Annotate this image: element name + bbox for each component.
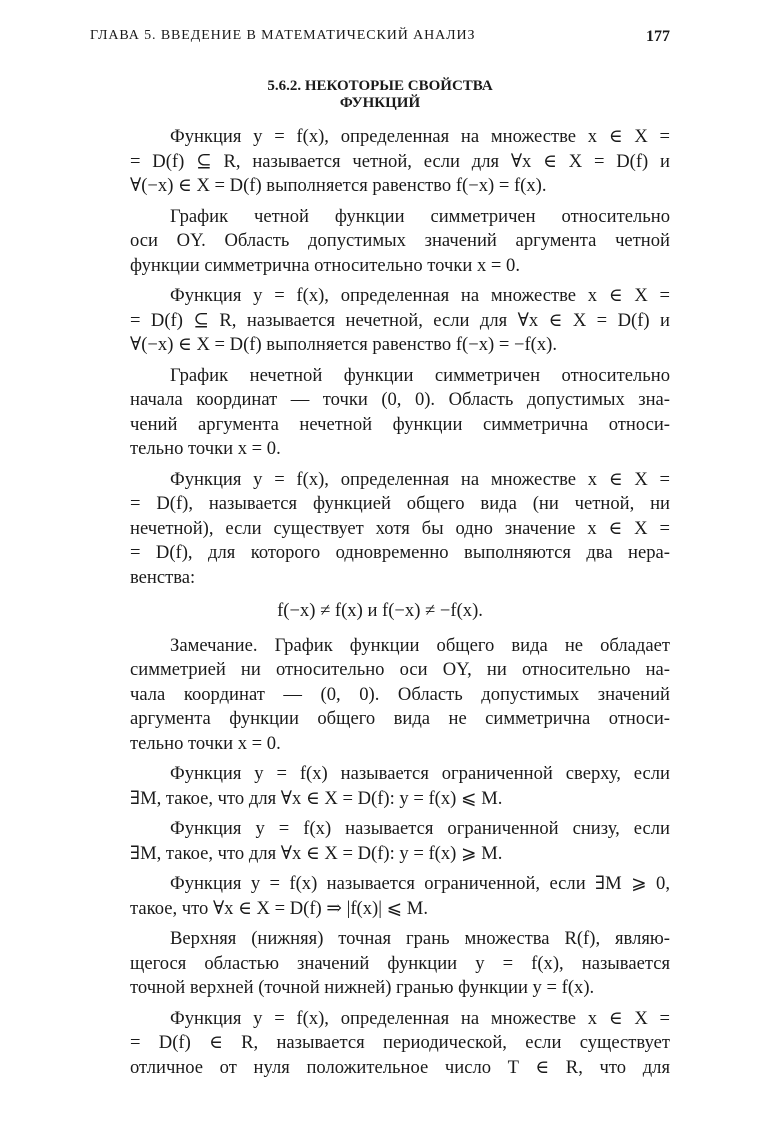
text-line: ∃M, такое, что для ∀x ∈ X = D(f): y = f(x) ⩾ M.	[130, 842, 503, 864]
text-line: ∀(−x) ∈ X = D(f) выполняется равенство f(−x) = −f(x).	[130, 334, 557, 355]
paragraph-bounded-above	[90, 762, 670, 811]
text-line: Замечание. График функции общего вида не обладает	[170, 634, 670, 656]
text-line: венства:	[130, 566, 196, 588]
text-line: = D(f), называется функцией общего вида (ни четной, ни	[130, 493, 670, 514]
text-line: функции симметрична относительно точки x = 0.	[130, 254, 520, 276]
text-line: оси OY. Область допустимых значений аргумента четной	[130, 230, 670, 251]
text-line: такое, что ∀x ∈ X = D(f) ⇒ |f(x)| ⩽ M.	[130, 897, 428, 919]
text-line: Функция y = f(x), определенная на множестве x ∈ X =	[170, 1007, 670, 1029]
section-heading-line-1: 5.6.2. НЕКОТОРЫЕ СВОЙСТВА	[267, 78, 493, 94]
text-line: Функция y = f(x) называется ограниченной снизу, если	[170, 818, 670, 839]
paragraph-remark	[90, 634, 670, 757]
text-line: = D(f) ⊆ R, называется нечетной, если для ∀x ∈ X = D(f) и	[130, 309, 670, 331]
display-formula: f(−x) ≠ f(x) и f(−x) ≠ −f(x).	[277, 600, 483, 621]
text-line: чений аргумента нечетной функции симметрична относи-	[130, 413, 670, 435]
chapter-running-title: ГЛАВА 5. ВВЕДЕНИЕ В МАТЕМАТИЧЕСКИЙ АНАЛИЗ	[90, 28, 476, 43]
paragraph-periodic-function	[90, 1007, 670, 1081]
text-line: аргумента функции общего вида не симметрична относи-	[130, 708, 670, 729]
section-heading-line-2: ФУНКЦИЙ	[339, 95, 421, 111]
section-heading	[90, 78, 670, 112]
text-line: = D(f) ∈ R, называется периодической, если существует	[130, 1032, 670, 1053]
text-line: чала координат — (0, 0). Область допустимых значений	[130, 683, 670, 705]
text-line: тельно точки x = 0.	[130, 732, 281, 754]
text-line: Верхняя (нижняя) точная грань множества R(f), являю-	[170, 928, 670, 949]
running-header	[90, 28, 670, 48]
paragraph-odd-function-graph	[90, 364, 670, 462]
text-line: Функция y = f(x) называется ограниченной, если ∃M ⩾ 0,	[170, 873, 670, 894]
text-line: симметрией ни относительно оси OY, ни относительно на-	[130, 659, 670, 680]
paragraph-bounded	[90, 872, 670, 921]
paragraph-odd-function-definition	[90, 284, 670, 358]
text-line: График нечетной функции симметричен относительно	[170, 364, 670, 386]
text-line: Функция y = f(x), определенная на множестве x ∈ X =	[170, 468, 670, 490]
text-line: Функция y = f(x) называется ограниченной сверху, если	[170, 763, 670, 784]
text-line: Функция y = f(x), определенная на множестве x ∈ X =	[170, 126, 670, 147]
text-line: тельно точки x = 0.	[130, 438, 281, 459]
paragraph-supremum	[90, 927, 670, 1001]
body-text	[90, 125, 670, 1080]
text-line: = D(f), для которого одновременно выполняются два нера-	[130, 542, 670, 563]
text-line: щегося областью значений функции y = f(x), называется	[130, 952, 670, 974]
paragraph-bounded-below	[90, 817, 670, 866]
text-line: Функция y = f(x), определенная на множестве x ∈ X =	[170, 285, 670, 306]
text-line: ∃M, такое, что для ∀x ∈ X = D(f): y = f(x) ⩽ M.	[130, 787, 503, 809]
text-line: начала координат — точки (0, 0). Область допустимых зна-	[130, 389, 670, 410]
text-line: График четной функции симметричен относительно	[170, 205, 670, 227]
paragraph-general-function-definition	[90, 468, 670, 591]
text-line: точной верхней (точной нижней) гранью функции y = f(x).	[130, 977, 595, 998]
text-line: = D(f) ⊆ R, называется четной, если для ∀x ∈ X = D(f) и	[130, 150, 670, 172]
text-line: ∀(−x) ∈ X = D(f) выполняется равенство f(−x) = f(x).	[130, 175, 547, 196]
text-line: отличное от нуля положительное число T ∈ R, что для	[130, 1056, 670, 1078]
paragraph-even-function-graph	[90, 205, 670, 279]
page-number: 177	[646, 28, 670, 45]
paragraph-even-function-definition	[90, 125, 670, 199]
text-line: нечетной), если существует хотя бы одно значение x ∈ X =	[130, 517, 670, 539]
